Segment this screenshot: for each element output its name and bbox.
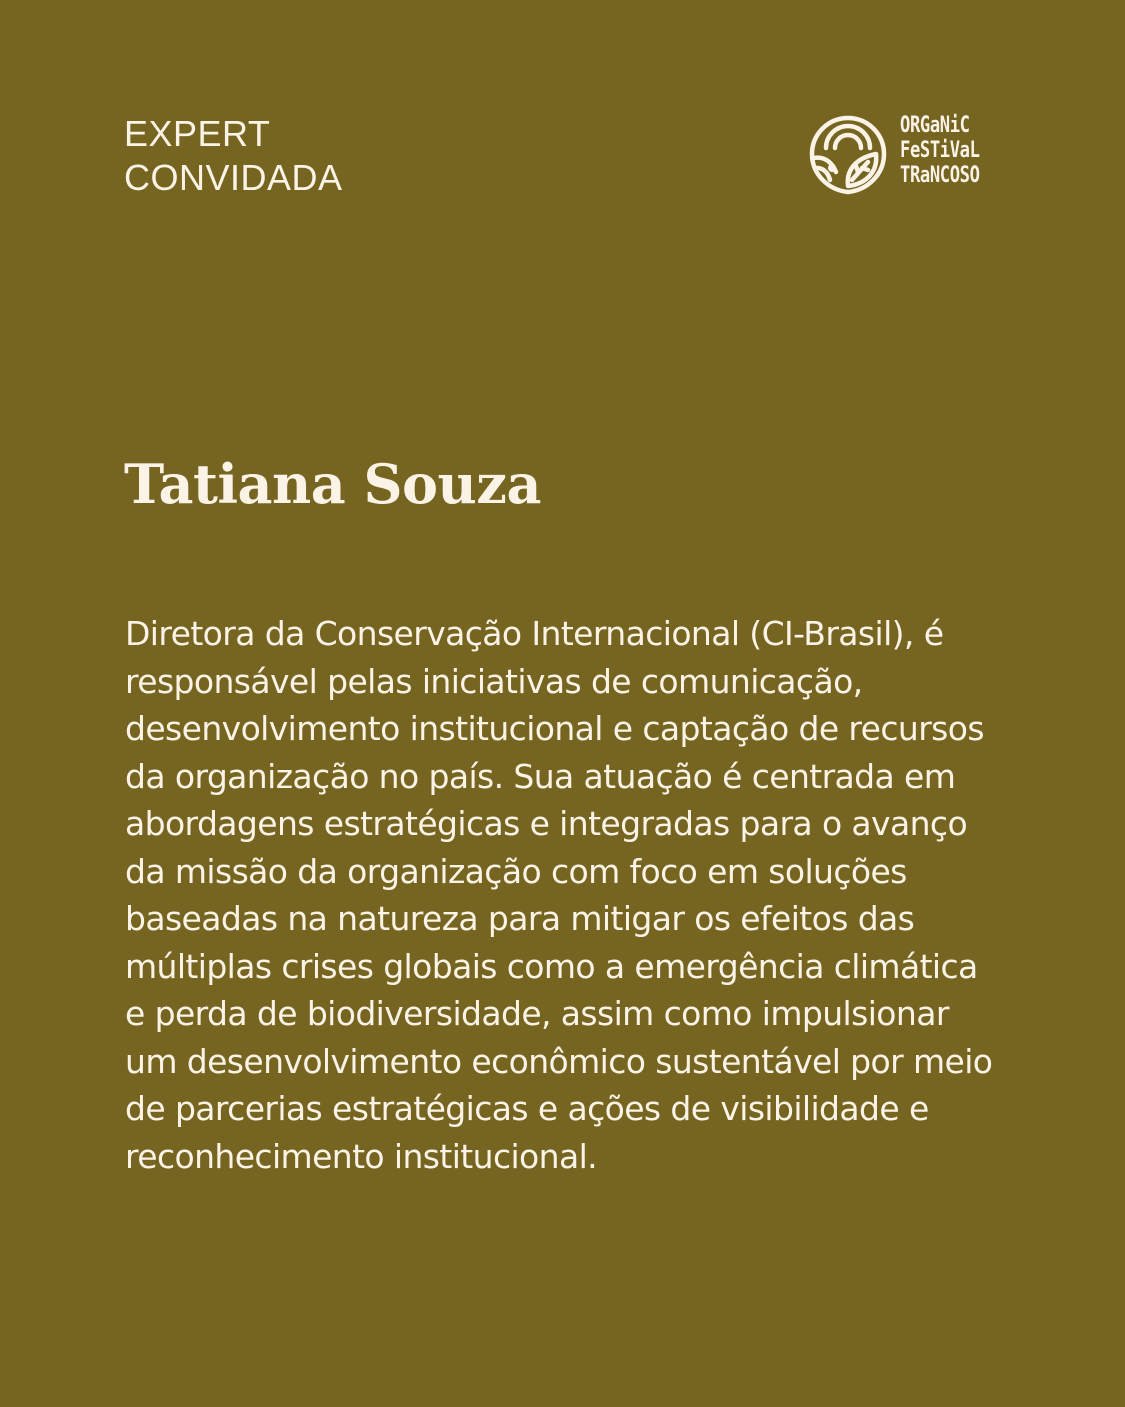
guest-label — [124, 112, 343, 200]
logo-word-festival: FeSTiVaL — [900, 138, 980, 163]
speaker-bio: Diretora da Conservação Internacional (CI-Brasil), é responsável pelas iniciativas de comunicação, desenvolvimento institucional e captação de recursos da organização no país. Sua atuação é centrada em abordagens estratégicas e integradas para o avanço da missão da organização com foco em soluções baseadas na natureza para mitigar os efeitos das múltiplas crises globais como a emergência climática e perda de biodiversidade, assim como impulsionar um desenvolvimento econômico sustentável por meio de parcerias estratégicas e ações de visibilidade e reconhecimento institucional. — [125, 614, 993, 1176]
organic-festival-emblem-icon — [806, 112, 890, 196]
guest-label-line-1: EXPERT — [124, 113, 271, 154]
guest-label-line-2: CONVIDADA — [124, 157, 343, 198]
logo-word-trancoso: TRaNCOSO — [900, 163, 980, 188]
speaker-name: Tatiana Souza — [124, 452, 541, 516]
logo-word-organic: ORGaNiC — [900, 113, 970, 138]
organic-festival-logo — [806, 112, 1006, 196]
logo-wordmark — [900, 113, 1002, 188]
